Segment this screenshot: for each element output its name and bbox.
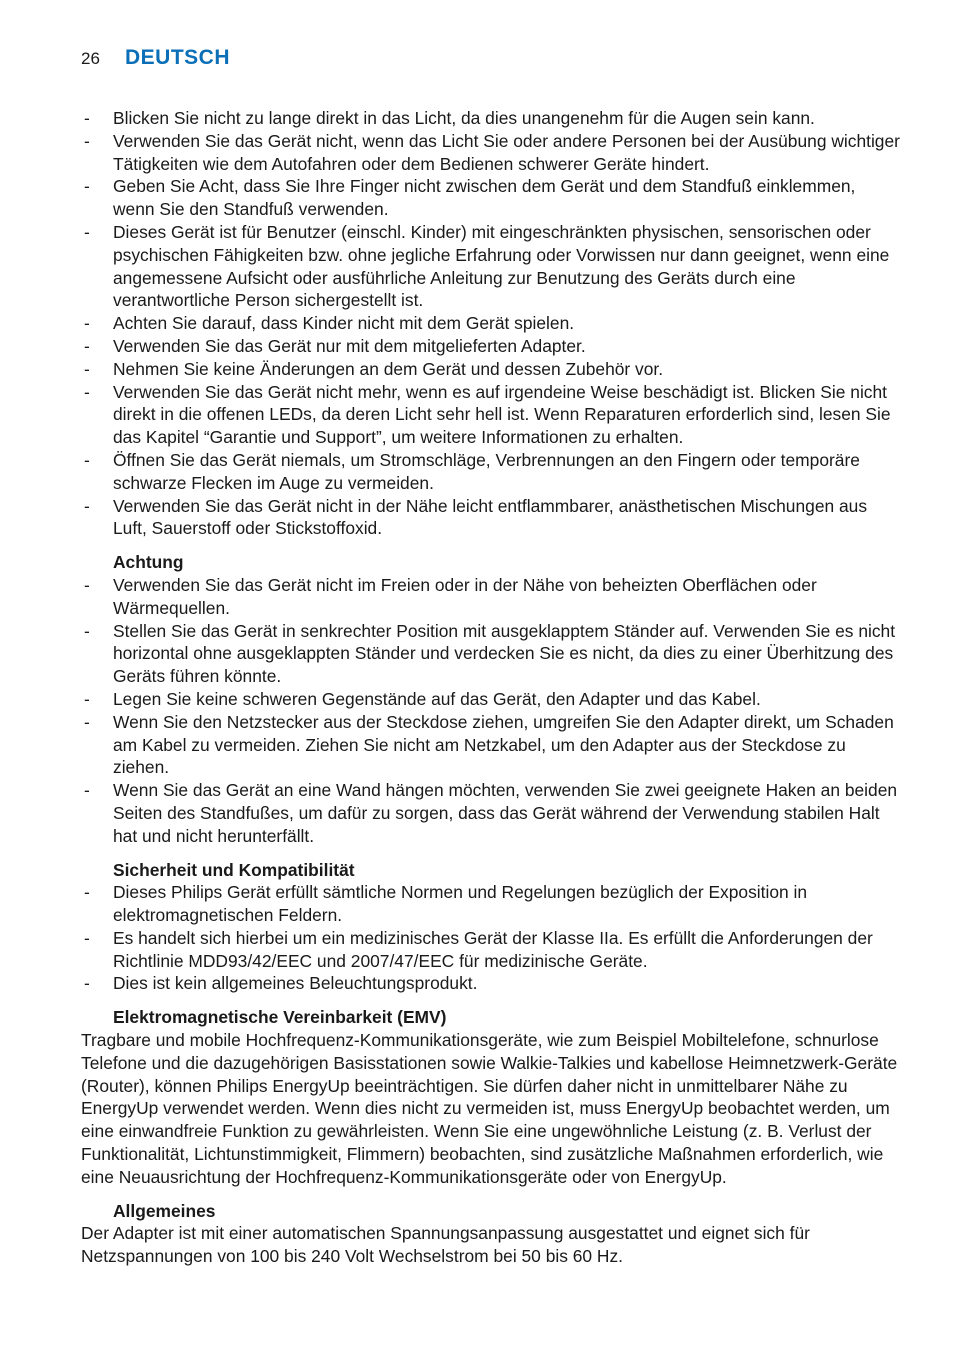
list-item: - Verwenden Sie das Gerät nicht mehr, wenn es auf irgendeine Weise beschädigt ist. Blicken Sie nicht direkt in die offenen LEDs, da deren Licht sehr hell ist. Wenn Reparaturen erforderlich sind, lesen Sie das Kapitel “Garantie und Support”, um weitere Informationen zu erhalten. — [81, 381, 901, 449]
list-item: - Blicken Sie nicht zu lange direkt in das Licht, da dies unangenehm für die Augen sein kann. — [81, 107, 901, 130]
page-number: 26 — [81, 49, 100, 68]
list-item: - Dieses Philips Gerät erfüllt sämtliche Normen und Regelungen bezüglich der Exposition in elektromagnetischen Feldern. — [81, 881, 901, 927]
emc-heading: Elektromagnetische Vereinbarkeit (EMV) — [113, 1007, 447, 1028]
list-item: - Verwenden Sie das Gerät nur mit dem mitgelieferten Adapter. — [81, 335, 901, 358]
safety-heading: Sicherheit und Kompatibilität — [113, 859, 355, 880]
caution-list — [81, 574, 901, 848]
list-item: - Wenn Sie das Gerät an eine Wand hängen möchten, verwenden Sie zwei geeignete Haken an beiden Seiten des Standfußes, um dafür zu sorgen, dass das Gerät während der Verwendung stabilen Halt hat und nicht herunterfällt. — [81, 779, 901, 847]
warning-list — [81, 107, 901, 540]
list-item: - Dies ist kein allgemeines Beleuchtungsprodukt. — [81, 972, 901, 995]
document-body — [81, 107, 901, 1268]
list-item: - Wenn Sie den Netzstecker aus der Steckdose ziehen, umgreifen Sie den Adapter direkt, um Schaden am Kabel zu vermeiden. Ziehen Sie nicht am Netzkabel, um den Adapter aus der Steckdose zu ziehen. — [81, 711, 901, 779]
list-item: - Verwenden Sie das Gerät nicht im Freien oder in der Nähe von beheizten Oberflächen oder Wärmequellen. — [81, 574, 901, 620]
page-header — [81, 46, 230, 70]
list-item: - Öffnen Sie das Gerät niemals, um Stromschläge, Verbrennungen an den Fingern oder temporäre schwarze Flecken im Auge zu vermeiden. — [81, 449, 901, 495]
list-item: - Nehmen Sie keine Änderungen an dem Gerät und dessen Zubehör vor. — [81, 358, 901, 381]
emc-paragraph: Tragbare und mobile Hochfrequenz-Kommunikationsgeräte, wie zum Beispiel Mobiltelefone, schnurlose Telefone und die dazugehörigen Basisstationen sowie Walkie-Talkies und kabellose Heimnetzwerk-Geräte (Router), können Philips EnergyUp beeinträchtigen. Sie dürfen daher nicht in unmittelbarer Nähe zu EnergyUp verwendet werden. Wenn dies nicht zu vermeiden ist, muss EnergyUp beobachtet werden, um eine einwandfreie Funktion zu gewährleisten. Wenn Sie eine ungewöhnliche Leistung (z. B. Verlust der Funktionalität, Lichtunstimmigkeit, Flimmern) beobachten, sind zusätzliche Maßnahmen erforderlich, wie eine Neuausrichtung der Hochfrequenz-Kommunikationsgeräte oder von EnergyUp. — [81, 1030, 898, 1187]
list-item: - Dieses Gerät ist für Benutzer (einschl. Kinder) mit eingeschränkten physischen, sensorischen oder psychischen Fähigkeiten bzw. ohne jegliche Erfahrung oder Vorwissen nur dann geeignet, wenn eine angemessene Aufsicht oder ausführliche Anleitung zur Benutzung des Geräts durch eine verantwortliche Person sichergestellt ist. — [81, 221, 901, 312]
safety-list — [81, 881, 901, 995]
list-item: - Geben Sie Acht, dass Sie Ihre Finger nicht zwischen dem Gerät und dem Standfuß einklemmen, wenn Sie den Standfuß verwenden. — [81, 175, 901, 221]
general-paragraph: Der Adapter ist mit einer automatischen Spannungsanpassung ausgestattet und eignet sich für Netzspannungen von 100 bis 240 Volt Wechselstrom bei 50 bis 60 Hz. — [81, 1223, 810, 1267]
list-item: - Es handelt sich hierbei um ein medizinisches Gerät der Klasse IIa. Es erfüllt die Anforderungen der Richtlinie MDD93/42/EEC und 2007/47/EEC für medizinische Geräte. — [81, 927, 901, 973]
list-item: - Verwenden Sie das Gerät nicht in der Nähe leicht entflammbarer, anästhetischen Mischungen aus Luft, Sauerstoff oder Stickstoffoxid. — [81, 495, 901, 541]
general-heading: Allgemeines — [113, 1200, 216, 1221]
list-item: - Stellen Sie das Gerät in senkrechter Position mit ausgeklapptem Ständer auf. Verwenden Sie es nicht horizontal ohne ausgeklappten Ständer und verdecken Sie es nicht, da dies zu einer Überhitzung des Geräts führen könnte. — [81, 620, 901, 688]
list-item: - Legen Sie keine schweren Gegenstände auf das Gerät, den Adapter und das Kabel. — [81, 688, 901, 711]
caution-heading: Achtung — [113, 552, 184, 573]
list-item: - Achten Sie darauf, dass Kinder nicht mit dem Gerät spielen. — [81, 312, 901, 335]
list-item: - Verwenden Sie das Gerät nicht, wenn das Licht Sie oder andere Personen bei der Ausübung wichtiger Tätigkeiten wie dem Autofahren oder dem Bedienen schwerer Geräte hindert. — [81, 130, 901, 176]
language-title: DEUTSCH — [125, 46, 231, 69]
